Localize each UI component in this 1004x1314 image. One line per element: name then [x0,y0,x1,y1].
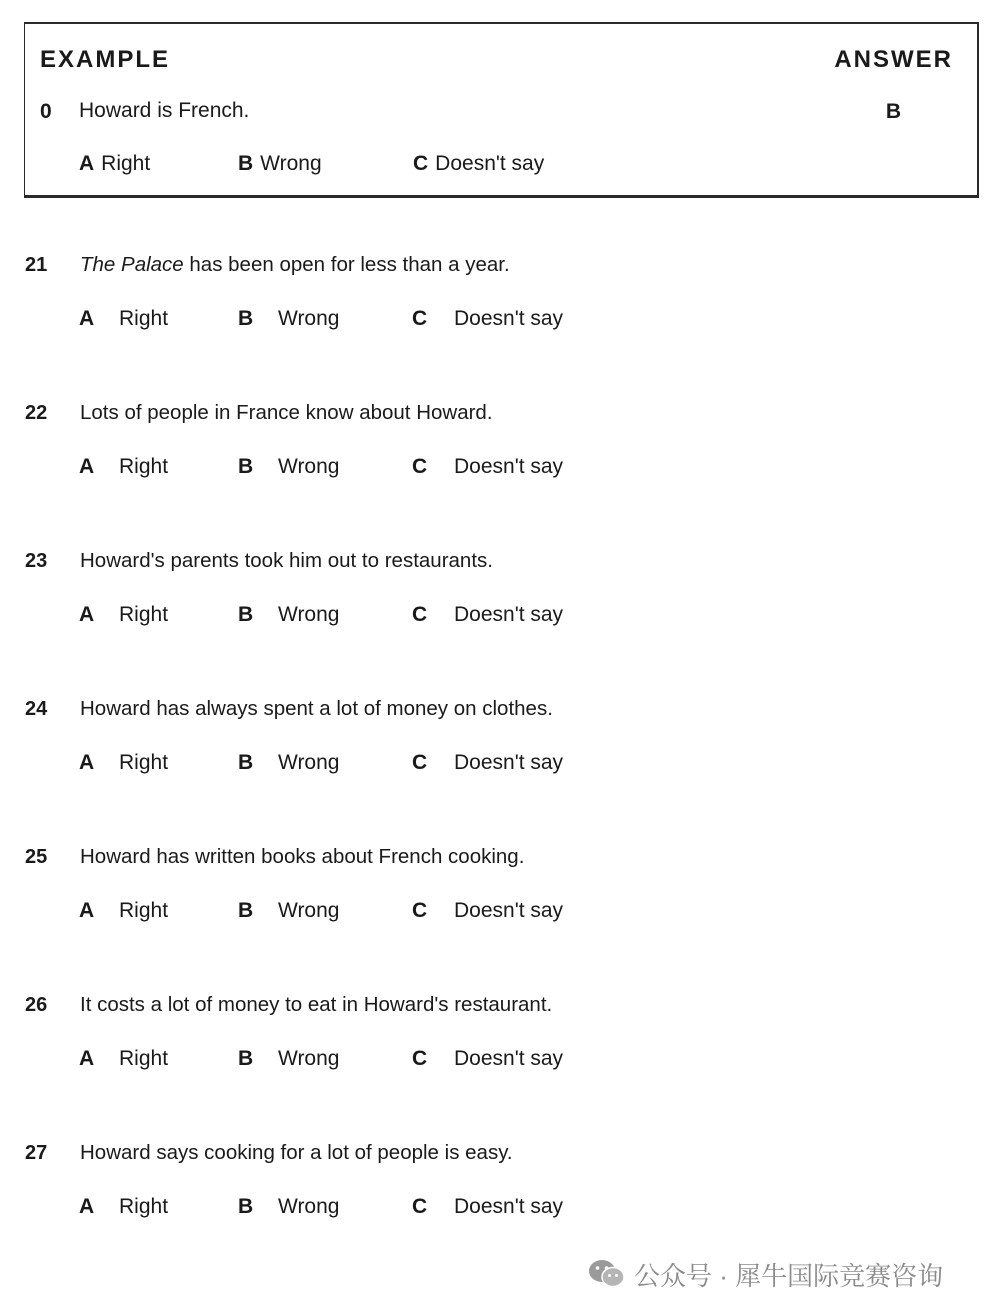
option-label: Doesn't say [454,1195,564,1218]
option-a[interactable] [79,751,169,775]
question-title-italic: The Palace [80,253,184,276]
option-label: Doesn't say [454,603,564,626]
option-c[interactable] [412,1195,564,1219]
question-22 [0,402,1004,512]
option-label: Wrong [278,751,340,774]
option-letter: C [412,603,428,626]
example-heading: EXAMPLE [40,46,171,73]
question-number: 21 [25,254,48,276]
option-b[interactable] [238,899,340,923]
option-letter: B [238,455,254,478]
option-letter: C [412,307,428,330]
question-text [80,1141,513,1165]
option-label: Right [119,455,169,478]
question-21 [0,254,1004,364]
option-letter: C [412,751,428,774]
option-letter: A [79,455,95,478]
example-box [24,22,979,198]
question-text [80,549,493,573]
watermark [588,1256,943,1292]
option-letter: C [412,899,428,922]
option-b[interactable] [238,751,340,775]
example-question: Howard is French. [79,99,250,122]
question-number: 23 [25,550,48,572]
watermark-text: 公众号 · 犀牛国际竞赛咨询 [634,1260,944,1291]
option-letter: A [79,899,95,922]
option-a[interactable] [79,455,169,479]
option-letter: A [79,603,95,626]
question-text [80,401,493,425]
wechat-icon [588,1258,626,1290]
option-letter: B [238,751,254,774]
question-statement: Howard has written books about French cooking. [80,845,525,868]
option-label: Doesn't say [454,307,564,330]
option-letter: A [79,307,95,330]
option-b[interactable] [238,603,340,627]
question-statement: Howard's parents took him out to restaurants. [80,549,493,572]
option-label: Wrong [278,603,340,626]
answer-heading: ANSWER [834,46,953,73]
option-c[interactable] [412,1047,564,1071]
option-letter: C [412,1047,428,1070]
option-a[interactable] [79,307,169,331]
question-statement: has been open for less than a year. [183,253,510,276]
option-label: Doesn't say [454,1047,564,1070]
option-label: Wrong [278,1047,340,1070]
question-23 [0,550,1004,660]
question-24 [0,698,1004,808]
option-a[interactable] [79,1047,169,1071]
question-27 [0,1142,1004,1252]
option-a[interactable] [79,603,169,627]
option-label: Doesn't say [454,455,564,478]
option-letter: C [412,455,428,478]
option-label: Right [119,1195,169,1218]
option-letter: B [238,1195,254,1218]
example-option-c: C Doesn't say [413,152,545,175]
question-number: 26 [25,994,48,1016]
example-answer: B [885,100,901,123]
question-number: 22 [25,402,48,424]
option-letter: A [79,1195,95,1218]
option-c[interactable] [412,751,564,775]
question-text [80,697,553,721]
option-letter: A [79,751,95,774]
option-c[interactable] [412,603,564,627]
question-statement: Lots of people in France know about Howard. [80,401,493,424]
option-b[interactable] [238,1047,340,1071]
option-label: Wrong [278,1195,340,1218]
option-label: Wrong [278,899,340,922]
question-text [80,993,552,1017]
option-label: Right [119,603,169,626]
question-statement: It costs a lot of money to eat in Howard's restaurant. [80,993,553,1016]
example-number: 0 [40,100,52,123]
option-letter: B [238,899,254,922]
option-label: Right [119,899,169,922]
example-option-b: B Wrong [238,152,322,175]
option-c[interactable] [412,455,564,479]
question-text [80,253,510,277]
option-label: Right [119,307,169,330]
option-label: Right [119,1047,169,1070]
question-26 [0,994,1004,1104]
option-c[interactable] [412,899,564,923]
question-number: 25 [25,846,48,868]
question-text [80,845,524,869]
option-b[interactable] [238,1195,340,1219]
question-number: 27 [25,1142,48,1164]
option-letter: A [79,1047,95,1070]
question-statement: Howard has always spent a lot of money on clothes. [80,697,553,720]
option-a[interactable] [79,899,169,923]
option-label: Wrong [278,307,340,330]
question-statement: Howard says cooking for a lot of people is easy. [80,1141,513,1164]
option-a[interactable] [79,1195,169,1219]
option-b[interactable] [238,455,340,479]
option-label: Doesn't say [454,899,564,922]
option-label: Doesn't say [454,751,564,774]
question-number: 24 [25,698,48,720]
option-letter: C [412,1195,428,1218]
option-label: Wrong [278,455,340,478]
example-option-a: A Right [79,152,151,175]
option-b[interactable] [238,307,340,331]
option-letter: B [238,603,254,626]
question-25 [0,846,1004,956]
option-c[interactable] [412,307,564,331]
option-letter: B [238,1047,254,1070]
option-letter: B [238,307,254,330]
option-label: Right [119,751,169,774]
